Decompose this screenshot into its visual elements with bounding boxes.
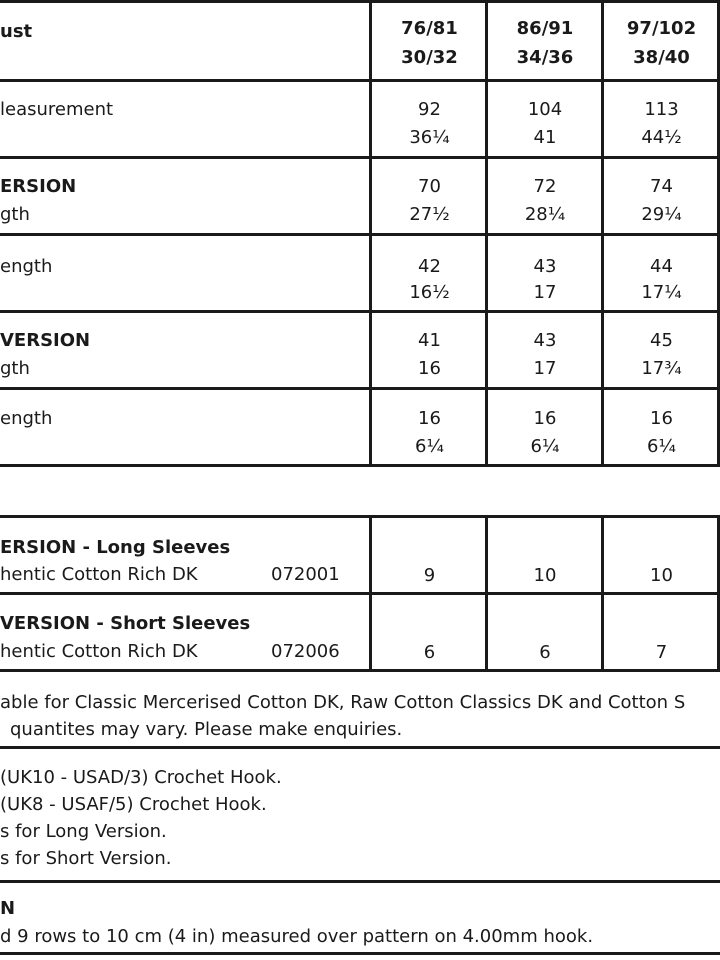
measurement-in-1: 36¼ [409, 127, 450, 148]
yarn-long-balls-3: 10 [650, 565, 673, 586]
rule [0, 310, 720, 313]
hook-line-1: (UK10 - USAD/3) Crochet Hook. [0, 767, 282, 788]
tension-text: d 9 rows to 10 cm (4 in) measured over pattern on 4.00mm hook. [0, 926, 594, 947]
short-length-label: gth [0, 358, 30, 379]
short-length-in-3: 17¾ [641, 358, 682, 379]
measurement-cm-3: 113 [644, 99, 679, 120]
yarn-long-heading: ERSION - Long Sleeves [0, 537, 231, 558]
hook-line-4: s for Short Version. [0, 848, 172, 869]
rule [0, 880, 720, 883]
hook-line-2: (UK8 - USAF/5) Crochet Hook. [0, 794, 267, 815]
long-length-cm-1: 70 [418, 176, 441, 197]
yarn-short-balls-2: 6 [539, 642, 551, 663]
short-sleeve-in-2: 6¼ [530, 436, 560, 457]
long-sleeve-in-1: 16½ [409, 282, 450, 303]
measurement-cm-1: 92 [418, 99, 441, 120]
rule [0, 233, 720, 236]
long-length-in-2: 28¼ [524, 204, 566, 225]
short-sleeve-cm-2: 16 [533, 408, 557, 429]
rule [0, 952, 720, 955]
short-length-in-2: 17 [533, 358, 557, 379]
yarn-long-code: 072001 [271, 564, 340, 585]
rule [0, 746, 720, 749]
size-2-cm: 86/91 [516, 18, 574, 39]
rule [0, 592, 720, 595]
yarn-short-name: hentic Cotton Rich DK [0, 641, 198, 662]
long-sleeve-label: ength [0, 256, 53, 277]
yarn-short-heading: VERSION - Short Sleeves [0, 613, 251, 634]
measurement-label: leasurement [0, 99, 114, 120]
long-sleeve-cm-2: 43 [533, 256, 557, 277]
long-length-cm-3: 74 [650, 176, 673, 197]
header-label: ust [0, 21, 33, 42]
yarn-short-balls-1: 6 [423, 642, 436, 663]
hook-line-3: s for Long Version. [0, 821, 167, 842]
rule [0, 515, 720, 518]
yarn-long-balls-1: 9 [423, 565, 436, 586]
long-sleeve-cm-3: 44 [650, 256, 673, 277]
long-sleeve-cm-1: 42 [418, 256, 441, 277]
size-2-in: 34/36 [516, 47, 574, 68]
short-version-heading: VERSION [0, 330, 91, 351]
rule [0, 156, 720, 159]
rule [0, 669, 720, 672]
note-line-1: able for Classic Mercerised Cotton DK, Raw Cotton Classics DK and Cotton S [0, 692, 686, 713]
measurement-in-3: 44½ [641, 127, 682, 148]
rule [0, 387, 720, 390]
short-sleeve-in-3: 6¼ [647, 436, 676, 457]
short-sleeve-cm-1: 16 [418, 408, 441, 429]
measurement-cm-2: 104 [527, 99, 563, 120]
yarn-short-code: 072006 [271, 641, 340, 662]
size-1-cm: 76/81 [401, 18, 458, 39]
size-1-in: 30/32 [401, 47, 458, 68]
short-sleeve-cm-3: 16 [650, 408, 673, 429]
yarn-long-balls-2: 10 [533, 565, 557, 586]
rule [0, 0, 720, 3]
measurement-in-2: 41 [533, 127, 557, 148]
long-length-label: gth [0, 204, 30, 225]
short-sleeve-label: ength [0, 408, 53, 429]
size-3-in: 38/40 [633, 47, 690, 68]
long-sleeve-in-2: 17 [533, 282, 557, 303]
short-length-cm-3: 45 [650, 330, 673, 351]
note-line-2: quantites may vary. Please make enquiries. [10, 719, 403, 740]
long-sleeve-in-3: 17¼ [641, 282, 682, 303]
long-length-cm-2: 72 [533, 176, 557, 197]
long-version-heading: ERSION [0, 176, 77, 197]
yarn-long-name: hentic Cotton Rich DK [0, 564, 198, 585]
tension-heading: N [0, 898, 16, 919]
yarn-short-balls-3: 7 [655, 642, 668, 663]
short-sleeve-in-1: 6¼ [415, 436, 444, 457]
short-length-in-1: 16 [418, 358, 441, 379]
size-3-cm: 97/102 [626, 18, 697, 39]
rule [0, 79, 720, 82]
long-length-in-1: 27½ [409, 204, 450, 225]
rule [0, 464, 720, 467]
long-length-in-3: 29¼ [641, 204, 682, 225]
short-length-cm-1: 41 [418, 330, 441, 351]
short-length-cm-2: 43 [533, 330, 557, 351]
